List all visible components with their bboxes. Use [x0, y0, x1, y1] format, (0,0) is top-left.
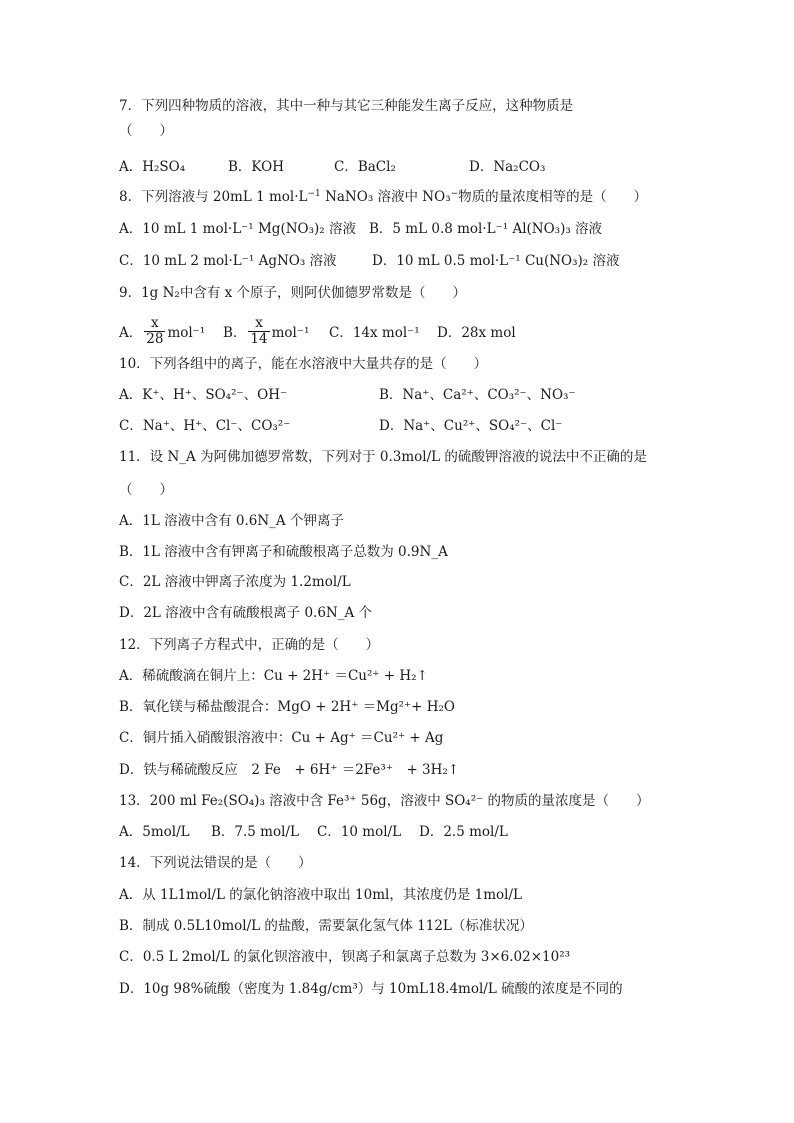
- q12-option-b: B．氧化镁与稀盐酸混合：MgO + 2H⁺ ＝Mg²⁺+ H₂O: [119, 699, 455, 715]
- q11-option-b: B．1L 溶液中含有钾离子和硫酸根离子总数为 0.9N_A: [119, 544, 448, 560]
- q13-option-d: D．2.5 mol/L: [419, 824, 508, 840]
- question-14-stem: 14．下列说法错误的是（ ）: [119, 855, 312, 871]
- q8-option-b: B．5 mL 0.8 mol·L⁻¹ Al(NO₃)₃ 溶液: [369, 221, 603, 237]
- q11-option-c: C．2L 溶液中钾离子浓度为 1.2mol/L: [119, 574, 351, 590]
- q8-option-d: D．10 mL 0.5 mol·L⁻¹ Cu(NO₃)₂ 溶液: [372, 253, 620, 269]
- question-10-options-ab: [119, 385, 734, 405]
- q10-option-d: D．Na⁺、Cu²⁺、SO₄²⁻、Cl⁻: [379, 418, 563, 434]
- question-8-stem: 8．下列溶液与 20mL 1 $mol\cdot L^{-1}$ NaNO₃ 溶液中 NO₃−物质的量浓度相等的是（ ）: [119, 189, 648, 205]
- q9-option-d: D．28x mol: [437, 325, 516, 341]
- q13-option-b: B．7.5 mol/L: [211, 824, 299, 840]
- q12-option-c: C．铜片插入硝酸银溶液中：Cu + Ag⁺ ＝Cu²⁺ + Ag: [119, 730, 444, 746]
- q12-option-a: A．稀硫酸滴在铜片上：Cu + 2H⁺ ＝Cu²⁺ + H₂↑: [119, 668, 428, 684]
- fraction-x-over-14: $\frac{x}{14}$: [250, 315, 268, 347]
- q9-option-a: A． $\frac{x}{28}$ mol⁻¹: [119, 315, 206, 347]
- question-12-stem: 12．下列离子方程式中，正确的是（ ）: [119, 637, 380, 653]
- q13-option-a: A．5mol/L: [119, 824, 190, 840]
- q10-option-a: A．K⁺、H⁺、SO₄²⁻、OH⁻: [119, 387, 288, 403]
- question-13-stem: 13．200 ml Fe₂(SO₄)₃ 溶液中含 Fe³⁺ 56g，溶液中 SO₄²⁻ 的物质的量浓度是（ ）: [119, 793, 650, 809]
- q10-option-c: C．Na⁺、H⁺、Cl⁻、CO₃²⁻: [119, 418, 291, 434]
- q12-option-d: D．铁与稀硫酸反应 2 Fe + 6H⁺ ＝2Fe³⁺ + 3H₂↑: [119, 762, 460, 778]
- q11-option-d: D．2L 溶液中含有硫酸根离子 0.6N_A 个: [119, 605, 373, 621]
- question-7-paren: （ ）: [119, 123, 173, 139]
- q7-option-a: A．H₂SO₄: [119, 159, 186, 175]
- q8-option-a: A．10 mL 1 mol·L⁻¹ Mg(NO₃)₂ 溶液: [119, 221, 356, 237]
- question-7-options: [119, 157, 734, 177]
- question-7-stem: 7．下列四种物质的溶液，其中一种与其它三种能发生离子反应，这种物质是: [119, 98, 574, 114]
- question-10-stem: 10．下列各组中的离子，能在水溶液中大量共存的是（ ）: [119, 356, 488, 372]
- question-13-options: [119, 822, 734, 842]
- q9-option-b: B． $\frac{x}{14}$ mol⁻¹: [223, 315, 310, 347]
- q10-option-b: B．Na⁺、Ca²⁺、CO₃²⁻、NO₃⁻: [379, 387, 576, 403]
- q14-option-c: C．0.5 L 2mol/L 的氯化钡溶液中，钡离子和氯离子总数为 3×6.02×10²³: [119, 949, 571, 965]
- q14-option-d: D．10g 98%硫酸（密度为 1.84g/cm³）与 10mL18.4mol/L 硫酸的浓度是不同的: [119, 981, 623, 997]
- question-11-stem: 11．设 N_A 为阿佛加德罗常数，下列对于 0.3mol/L 的硫酸钾溶液的说法中不正确的是: [119, 449, 647, 465]
- q7-option-c: C．BaCl₂: [334, 159, 396, 175]
- question-8-options-ab: [119, 219, 734, 239]
- q13-option-c: C．10 mol/L: [317, 824, 402, 840]
- q14-option-b: B．制成 0.5L10mol/L 的盐酸，需要氯化氢气体 112L（标准状况）: [119, 918, 533, 934]
- question-8-options-cd: [119, 251, 734, 271]
- question-9-stem: 9．1g N₂中含有 x 个原子，则阿伏伽德罗常数是（ ）: [119, 285, 467, 301]
- question-11-paren: （ ）: [119, 482, 173, 498]
- question-9-options: [119, 315, 734, 348]
- question-10-options-cd: [119, 416, 734, 436]
- q14-option-a: A．从 1L1mol/L 的氯化钠溶液中取出 10ml，其浓度仍是 1mol/L: [119, 887, 522, 903]
- fraction-x-over-28: $\frac{x}{28}$: [146, 315, 164, 347]
- q7-option-b: B．KOH: [228, 159, 284, 175]
- q7-option-d: D．Na₂CO₃: [469, 159, 546, 175]
- q8-option-c: C．10 mL 2 mol·L⁻¹ AgNO₃ 溶液: [119, 253, 337, 269]
- q11-option-a: A．1L 溶液中含有 0.6N_A 个钾离子: [119, 513, 344, 529]
- q9-option-c: C．14x mol⁻¹: [329, 325, 420, 341]
